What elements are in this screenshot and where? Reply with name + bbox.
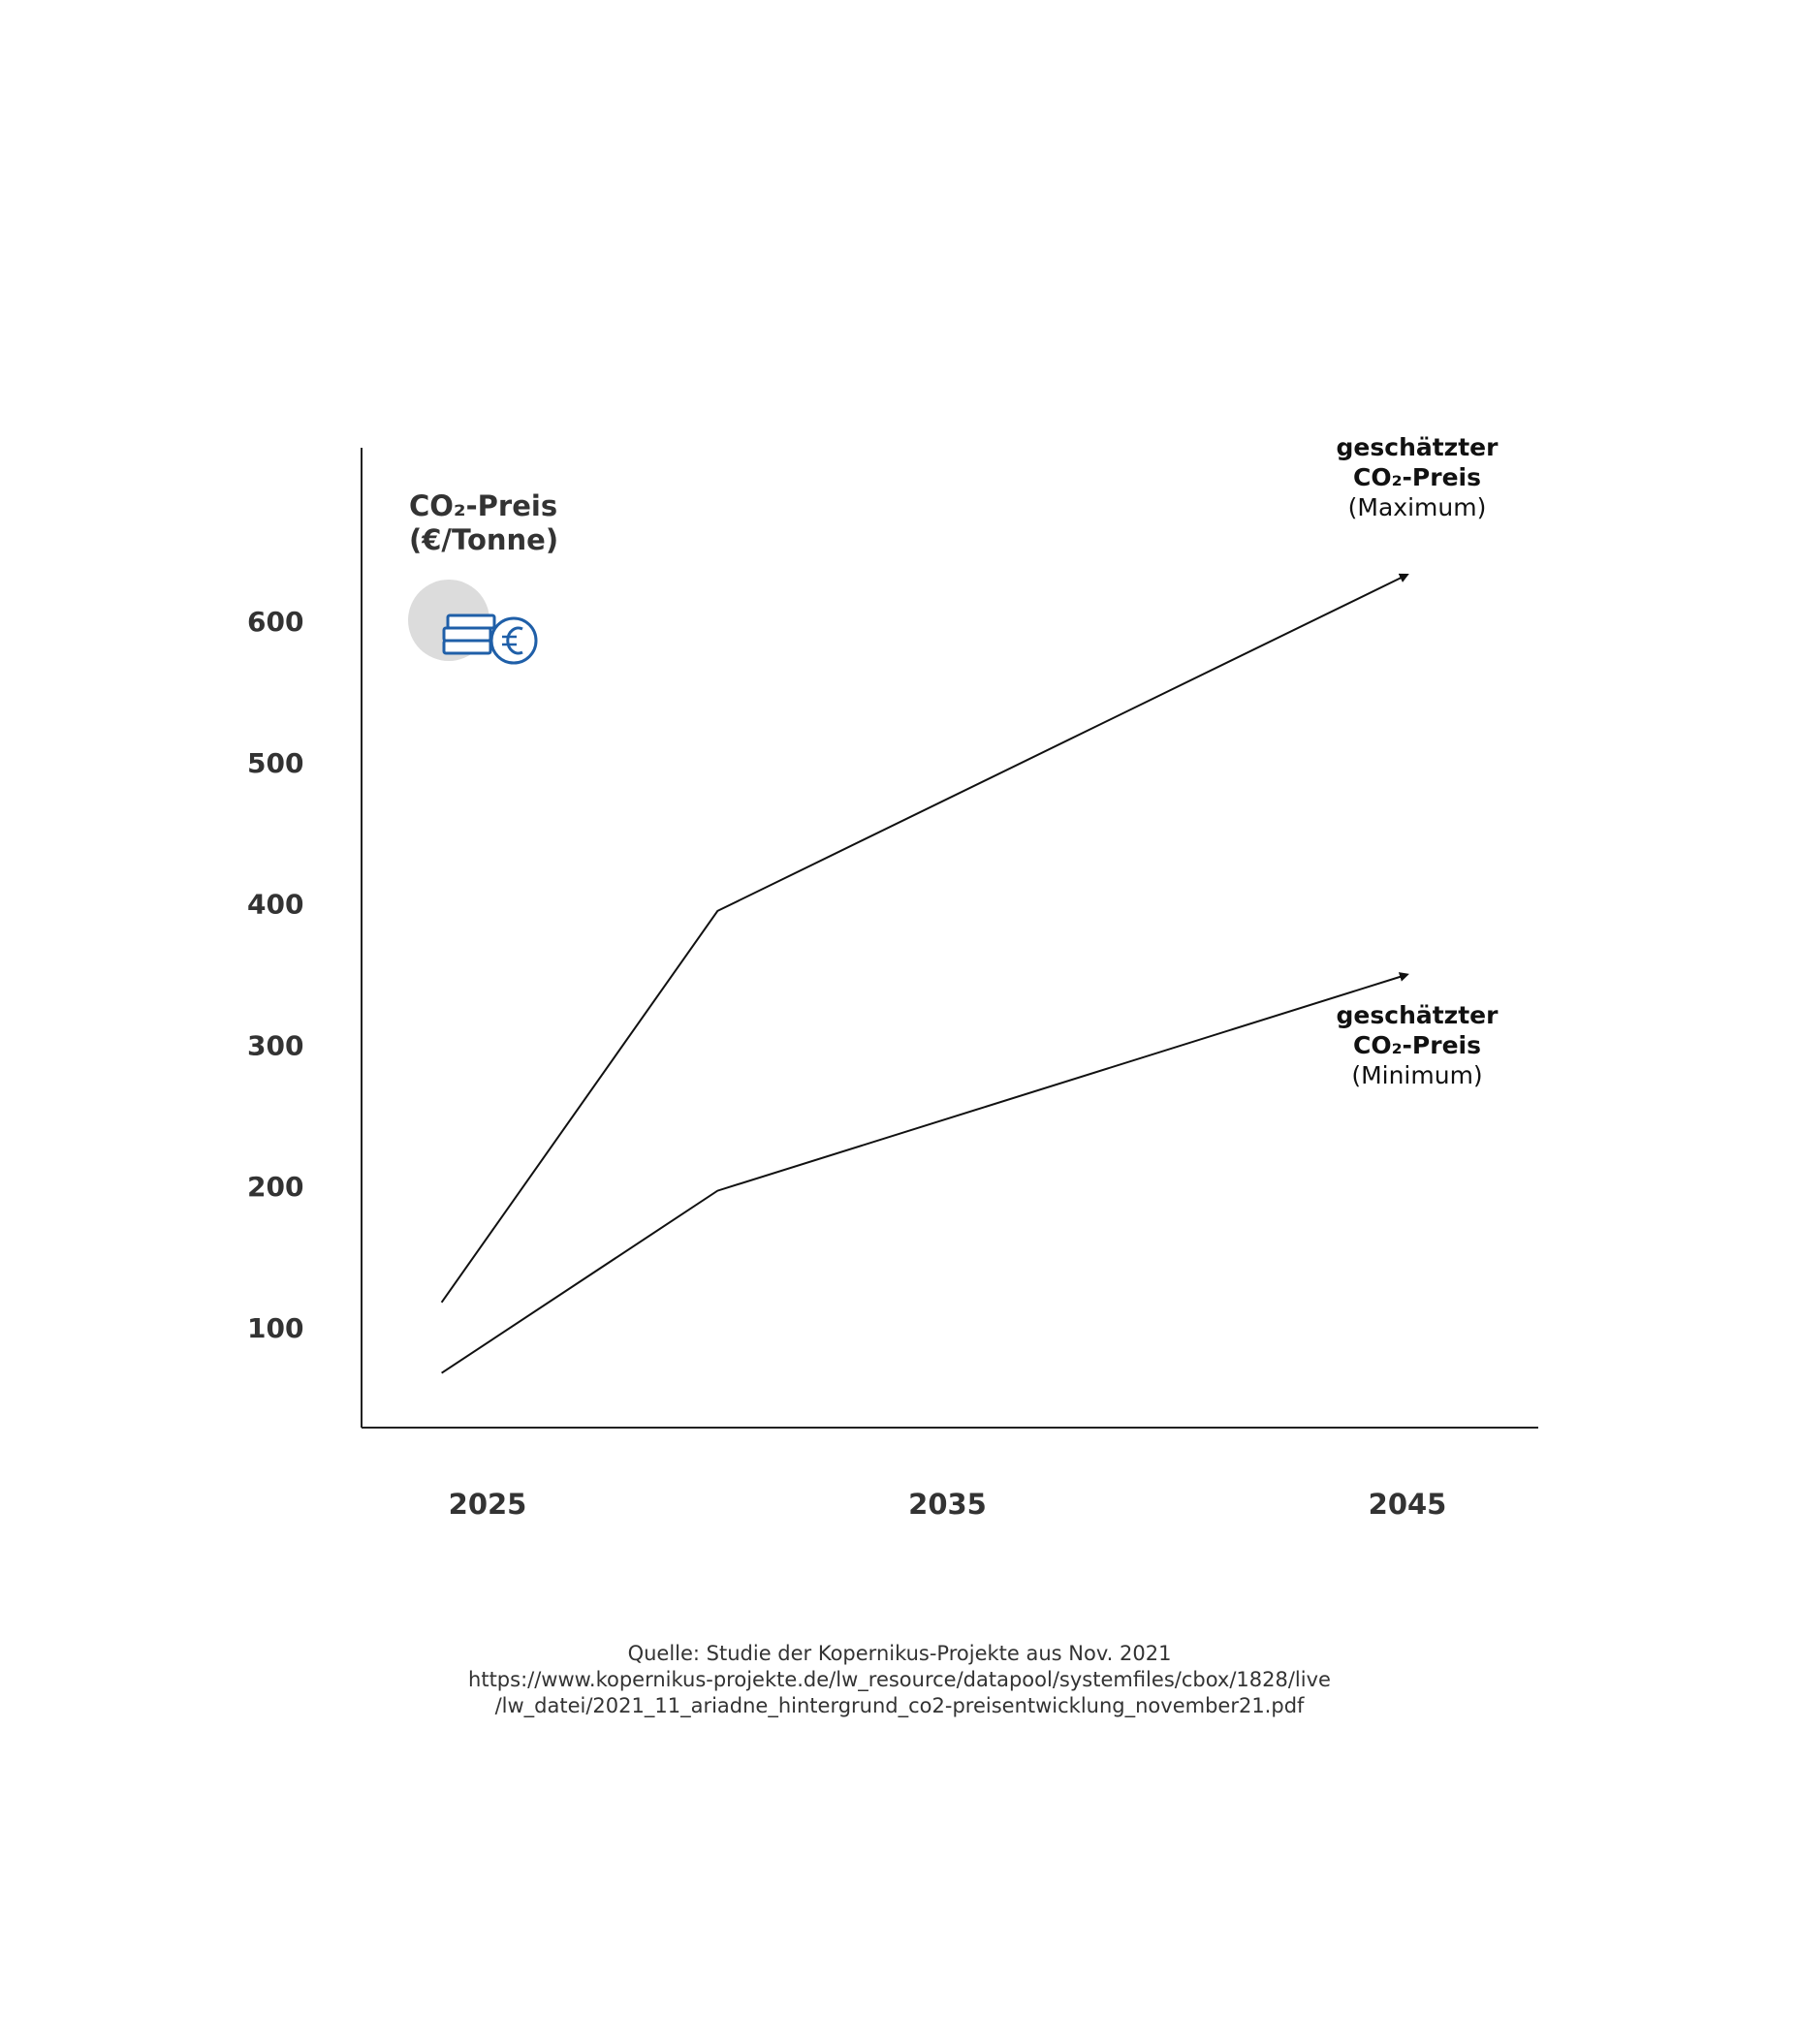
y-tick-label: 300 bbox=[247, 1029, 304, 1062]
series-label-min-line1: geschätzter bbox=[1336, 1001, 1499, 1029]
source-line-1: Quelle: Studie der Kopernikus-Projekte aus Nov. 2021 bbox=[627, 1642, 1172, 1665]
x-tick-label: 2035 bbox=[908, 1488, 987, 1521]
series-label-max-line3: (Maximum) bbox=[1347, 493, 1487, 521]
source-line-2: https://www.kopernikus-projekte.de/lw_resource/datapool/systemfiles/cbox/1828/live bbox=[468, 1668, 1331, 1691]
y-tick-label: 400 bbox=[247, 888, 304, 921]
series-line-min bbox=[442, 975, 1407, 1373]
y-axis-title-line2: (€/Tonne) bbox=[409, 523, 559, 556]
series-line-max bbox=[442, 575, 1407, 1303]
series-label-max-line1: geschätzter bbox=[1336, 433, 1499, 461]
series-label-max-line2: CO₂-Preis bbox=[1353, 463, 1481, 491]
x-tick-label: 2045 bbox=[1368, 1488, 1447, 1521]
x-tick-label: 2025 bbox=[448, 1488, 527, 1521]
y-tick-label: 600 bbox=[247, 606, 304, 638]
y-tick-label: 100 bbox=[247, 1312, 304, 1344]
source-line-3: /lw_datei/2021_11_ariadne_hintergrund_co2-preisentwicklung_november21.pdf bbox=[494, 1694, 1305, 1717]
y-tick-label: 200 bbox=[247, 1171, 304, 1204]
series-label-min-line3: (Minimum) bbox=[1351, 1061, 1483, 1089]
coins-euro-icon bbox=[408, 580, 536, 663]
y-tick-label: 500 bbox=[247, 746, 304, 779]
y-axis-title-line1: CO₂-Preis bbox=[409, 489, 558, 522]
series-label-min-line2: CO₂-Preis bbox=[1353, 1031, 1481, 1059]
